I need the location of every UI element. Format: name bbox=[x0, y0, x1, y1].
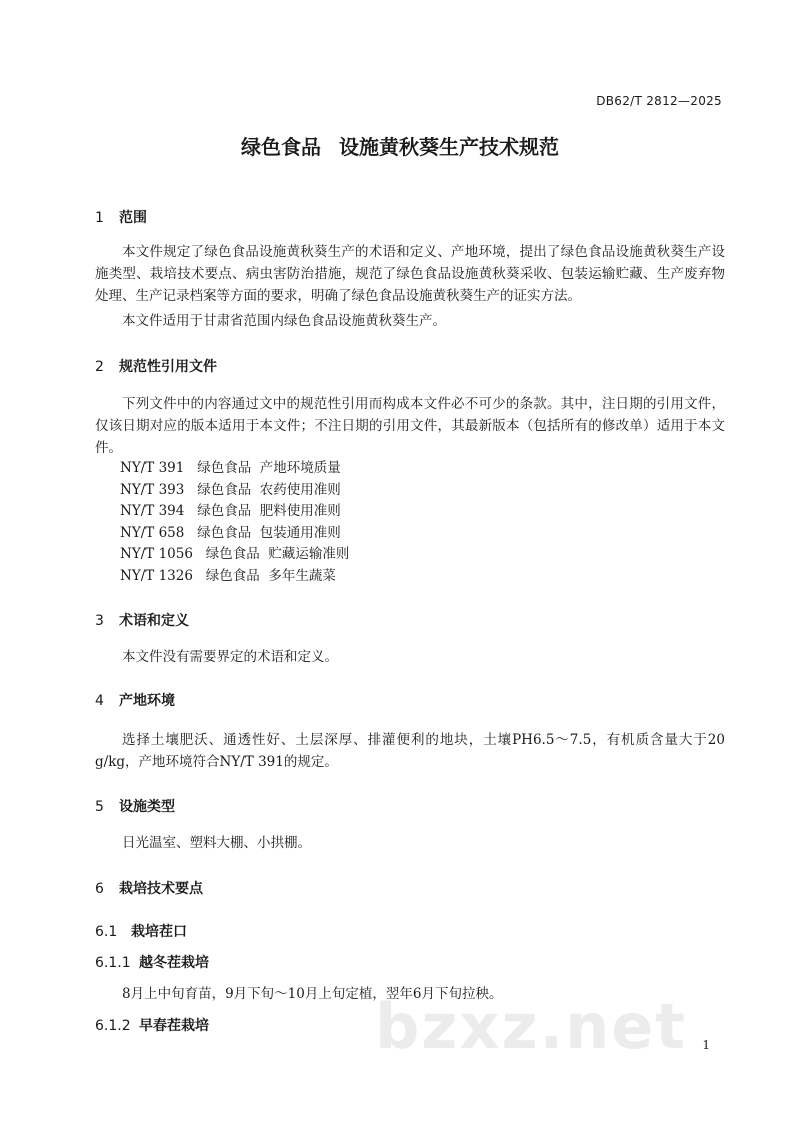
watermark-text: bzxz.net bbox=[375, 990, 687, 1063]
section-number: 6.1 bbox=[95, 924, 118, 940]
section-heading-1 bbox=[95, 207, 147, 227]
section-title: 栽培技术要点 bbox=[119, 881, 203, 897]
paragraph-scope-1: 本文件规定了绿色食品设施黄秋葵生产的术语和定义、产地环境，提出了绿色食品设施黄秋葵生产设施类型、栽培技术要点、病虫害防治措施，规范了绿色食品设施黄秋葵采收、包装运输贮藏、生产废弃物处理、生产记录档案等方面的要求，明确了绿色食品设施黄秋葵生产的证实方法。 bbox=[95, 244, 725, 304]
section-heading-2 bbox=[95, 356, 217, 376]
section-heading-4 bbox=[95, 690, 175, 710]
section-number: 4 bbox=[95, 693, 104, 709]
paragraph-facility-types: 日光温室、塑料大棚、小拱棚。 bbox=[122, 835, 311, 851]
section-title: 栽培茬口 bbox=[131, 924, 187, 940]
subsection-heading-6-1-1 bbox=[95, 952, 209, 972]
reference-item: NY/T 1056 绿色食品 贮藏运输准则 bbox=[120, 546, 350, 562]
document-code: DB62/T 2812—2025 bbox=[596, 94, 722, 108]
section-heading-3 bbox=[95, 610, 189, 630]
section-number: 2 bbox=[95, 359, 104, 375]
title-part-1: 绿色食品 bbox=[241, 135, 321, 159]
section-heading-5 bbox=[95, 796, 175, 816]
paragraph-scope-2: 本文件适用于甘肃省范围内绿色食品设施黄秋葵生产。 bbox=[122, 313, 446, 329]
section-title: 术语和定义 bbox=[119, 613, 189, 629]
section-heading-6 bbox=[95, 878, 203, 898]
section-number: 5 bbox=[95, 799, 104, 815]
section-number: 6.1.2 bbox=[95, 1018, 131, 1034]
paragraph-environment: 选择土壤肥沃、通透性好、土层深厚、排灌便利的地块，土壤PH6.5～7.5，有机质含量大于20 g/kg，产地环境符合NY/T 391的规定。 bbox=[95, 732, 725, 770]
section-title: 越冬茬栽培 bbox=[139, 955, 209, 971]
section-title: 产地环境 bbox=[119, 693, 175, 709]
section-title: 早春茬栽培 bbox=[139, 1018, 209, 1034]
section-title: 设施类型 bbox=[119, 799, 175, 815]
section-title: 规范性引用文件 bbox=[119, 359, 217, 375]
title-part-2: 设施黄秋葵生产技术规范 bbox=[339, 135, 559, 159]
reference-list bbox=[120, 458, 349, 587]
page-title bbox=[0, 131, 800, 160]
section-number: 3 bbox=[95, 613, 104, 629]
page-number: 1 bbox=[702, 1038, 710, 1052]
subsection-heading-6-1 bbox=[95, 921, 187, 941]
paragraph-references: 下列文件中的内容通过文中的规范性引用而构成本文件必不可少的条款。其中，注日期的引用文件，仅该日期对应的版本适用于本文件；不注日期的引用文件，其最新版本（包括所有的修改单）适用于本文件。 bbox=[95, 396, 725, 456]
reference-item: NY/T 391 绿色食品 产地环境质量 bbox=[120, 460, 341, 476]
subsection-heading-6-1-2 bbox=[95, 1015, 209, 1035]
paragraph-overwinter: 8月上中旬育苗，9月下旬～10月上旬定植，翌年6月下旬拉秧。 bbox=[122, 986, 503, 1002]
section-title: 范围 bbox=[119, 210, 147, 226]
paragraph-terms: 本文件没有需要界定的术语和定义。 bbox=[122, 649, 338, 665]
reference-item: NY/T 393 绿色食品 农药使用准则 bbox=[120, 481, 341, 498]
reference-item: NY/T 1326 绿色食品 多年生蔬菜 bbox=[120, 567, 336, 584]
reference-item: NY/T 394 绿色食品 肥料使用准则 bbox=[120, 503, 341, 519]
section-number: 6 bbox=[95, 881, 104, 897]
section-number: 6.1.1 bbox=[95, 955, 131, 971]
section-number: 1 bbox=[95, 210, 104, 226]
reference-item: NY/T 658 绿色食品 包装通用准则 bbox=[120, 524, 341, 541]
